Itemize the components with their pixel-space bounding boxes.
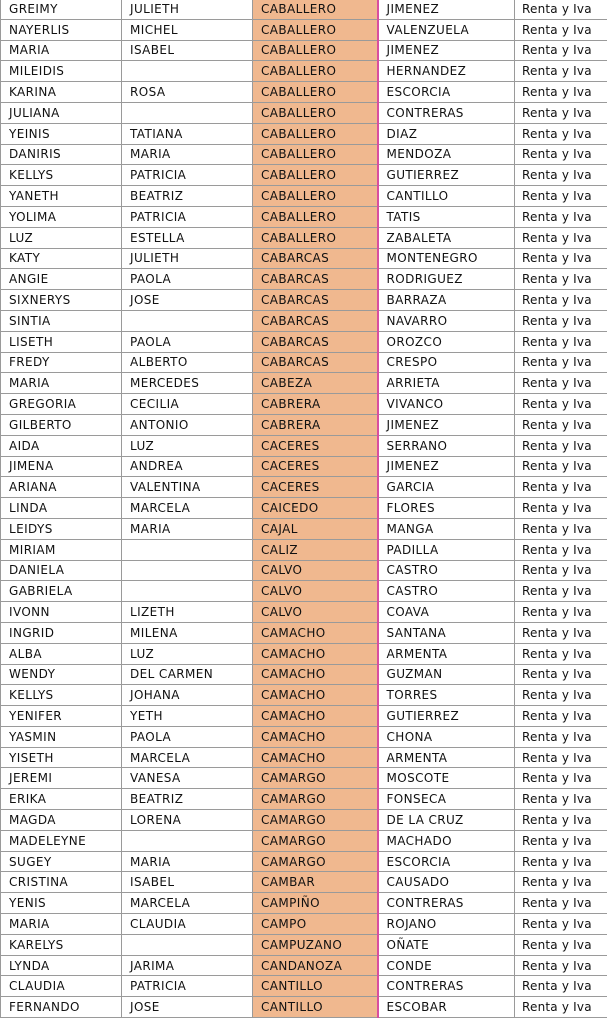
second-surname-cell: RODRIGUEZ: [378, 269, 515, 290]
first-surname-cell: CAMARGO: [253, 830, 378, 851]
second-name-cell: MICHEL: [122, 19, 253, 40]
table-row: [1, 186, 608, 207]
second-surname-cell: JIMENEZ: [378, 40, 515, 61]
category-cell: Renta y Iva: [515, 394, 608, 415]
second-surname-cell: MACHADO: [378, 830, 515, 851]
first-surname-cell: CAMACHO: [253, 664, 378, 685]
second-name-cell: [122, 830, 253, 851]
second-surname-cell: GUTIERREZ: [378, 706, 515, 727]
table-row: [1, 394, 608, 415]
second-name-cell: JULIETH: [122, 0, 253, 19]
second-surname-cell: ARRIETA: [378, 373, 515, 394]
category-cell: Renta y Iva: [515, 477, 608, 498]
table-row: [1, 456, 608, 477]
first-surname-cell: CAMACHO: [253, 747, 378, 768]
first-name-cell: YENIFER: [1, 706, 122, 727]
second-surname-cell: JIMENEZ: [378, 456, 515, 477]
first-name-cell: LEIDYS: [1, 518, 122, 539]
second-name-cell: ALBERTO: [122, 352, 253, 373]
table-row: [1, 227, 608, 248]
second-name-cell: [122, 539, 253, 560]
second-surname-cell: MOSCOTE: [378, 768, 515, 789]
category-cell: Renta y Iva: [515, 331, 608, 352]
table-row: [1, 893, 608, 914]
first-surname-cell: CABALLERO: [253, 165, 378, 186]
second-surname-cell: CONDE: [378, 955, 515, 976]
table-body: [1, 0, 608, 1018]
second-name-cell: [122, 310, 253, 331]
second-name-cell: [122, 102, 253, 123]
first-name-cell: CLAUDIA: [1, 976, 122, 997]
table-row: [1, 997, 608, 1018]
table-row: [1, 685, 608, 706]
first-name-cell: KATY: [1, 248, 122, 269]
first-surname-cell: CABALLERO: [253, 206, 378, 227]
category-cell: Renta y Iva: [515, 435, 608, 456]
table-row: [1, 248, 608, 269]
first-name-cell: DANIRIS: [1, 144, 122, 165]
first-surname-cell: CAJAL: [253, 518, 378, 539]
first-surname-cell: CAMARGO: [253, 768, 378, 789]
second-name-cell: JULIETH: [122, 248, 253, 269]
table-row: [1, 290, 608, 311]
first-surname-cell: CANDANOZA: [253, 955, 378, 976]
second-name-cell: VANESA: [122, 768, 253, 789]
table-row: [1, 602, 608, 623]
second-surname-cell: CASTRO: [378, 581, 515, 602]
first-name-cell: MILEIDIS: [1, 61, 122, 82]
first-surname-cell: CABALLERO: [253, 144, 378, 165]
table-row: [1, 435, 608, 456]
second-surname-cell: GUTIERREZ: [378, 165, 515, 186]
second-name-cell: PATRICIA: [122, 206, 253, 227]
table-row: [1, 768, 608, 789]
first-surname-cell: CABALLERO: [253, 227, 378, 248]
category-cell: Renta y Iva: [515, 498, 608, 519]
second-name-cell: MARIA: [122, 518, 253, 539]
first-name-cell: DANIELA: [1, 560, 122, 581]
second-name-cell: [122, 560, 253, 581]
first-surname-cell: CABALLERO: [253, 19, 378, 40]
second-surname-cell: NAVARRO: [378, 310, 515, 331]
category-cell: Renta y Iva: [515, 248, 608, 269]
first-name-cell: YANETH: [1, 186, 122, 207]
first-surname-cell: CACERES: [253, 435, 378, 456]
second-surname-cell: CANTILLO: [378, 186, 515, 207]
category-cell: Renta y Iva: [515, 373, 608, 394]
category-cell: Renta y Iva: [515, 144, 608, 165]
table-row: [1, 955, 608, 976]
first-surname-cell: CACERES: [253, 477, 378, 498]
table-row: [1, 144, 608, 165]
first-name-cell: MADELEYNE: [1, 830, 122, 851]
second-name-cell: JOSE: [122, 997, 253, 1018]
page-margin: [607, 0, 613, 1024]
second-surname-cell: VALENZUELA: [378, 19, 515, 40]
first-surname-cell: CABARCAS: [253, 310, 378, 331]
category-cell: Renta y Iva: [515, 82, 608, 103]
second-name-cell: TATIANA: [122, 123, 253, 144]
first-surname-cell: CABALLERO: [253, 82, 378, 103]
first-name-cell: IVONN: [1, 602, 122, 623]
second-name-cell: MILENA: [122, 622, 253, 643]
second-surname-cell: MANGA: [378, 518, 515, 539]
first-name-cell: JULIANA: [1, 102, 122, 123]
first-surname-cell: CABARCAS: [253, 352, 378, 373]
second-name-cell: JOSE: [122, 290, 253, 311]
first-surname-cell: CAMARGO: [253, 851, 378, 872]
second-surname-cell: ESCORCIA: [378, 82, 515, 103]
first-name-cell: LUZ: [1, 227, 122, 248]
category-cell: Renta y Iva: [515, 165, 608, 186]
first-name-cell: ARIANA: [1, 477, 122, 498]
first-name-cell: GREIMY: [1, 0, 122, 19]
second-surname-cell: MONTENEGRO: [378, 248, 515, 269]
first-name-cell: WENDY: [1, 664, 122, 685]
second-surname-cell: MENDOZA: [378, 144, 515, 165]
first-surname-cell: CABRERA: [253, 414, 378, 435]
first-surname-cell: CALVO: [253, 581, 378, 602]
category-cell: Renta y Iva: [515, 893, 608, 914]
first-name-cell: KELLYS: [1, 165, 122, 186]
first-surname-cell: CANTILLO: [253, 976, 378, 997]
first-surname-cell: CALVO: [253, 602, 378, 623]
first-name-cell: MIRIAM: [1, 539, 122, 560]
first-name-cell: YEINIS: [1, 123, 122, 144]
category-cell: Renta y Iva: [515, 539, 608, 560]
category-cell: Renta y Iva: [515, 934, 608, 955]
second-surname-cell: CASTRO: [378, 560, 515, 581]
second-surname-cell: CAUSADO: [378, 872, 515, 893]
category-cell: Renta y Iva: [515, 456, 608, 477]
first-surname-cell: CAMACHO: [253, 643, 378, 664]
table-row: [1, 0, 608, 19]
category-cell: Renta y Iva: [515, 269, 608, 290]
second-surname-cell: ZABALETA: [378, 227, 515, 248]
first-surname-cell: CAMPUZANO: [253, 934, 378, 955]
second-name-cell: MARIA: [122, 851, 253, 872]
table-row: [1, 414, 608, 435]
second-name-cell: ANDREA: [122, 456, 253, 477]
category-cell: Renta y Iva: [515, 186, 608, 207]
second-name-cell: PAOLA: [122, 269, 253, 290]
second-name-cell: CLAUDIA: [122, 914, 253, 935]
second-name-cell: [122, 934, 253, 955]
first-name-cell: LYNDA: [1, 955, 122, 976]
first-name-cell: YASMIN: [1, 726, 122, 747]
second-surname-cell: OROZCO: [378, 331, 515, 352]
table-row: [1, 851, 608, 872]
category-cell: Renta y Iva: [515, 40, 608, 61]
second-surname-cell: CONTRERAS: [378, 976, 515, 997]
first-name-cell: JEREMI: [1, 768, 122, 789]
first-surname-cell: CABARCAS: [253, 269, 378, 290]
second-surname-cell: OÑATE: [378, 934, 515, 955]
second-surname-cell: SANTANA: [378, 622, 515, 643]
table-row: [1, 19, 608, 40]
category-cell: Renta y Iva: [515, 643, 608, 664]
table-row: [1, 643, 608, 664]
table-row: [1, 706, 608, 727]
first-surname-cell: CABEZA: [253, 373, 378, 394]
table-row: [1, 789, 608, 810]
category-cell: Renta y Iva: [515, 310, 608, 331]
second-surname-cell: TATIS: [378, 206, 515, 227]
category-cell: Renta y Iva: [515, 685, 608, 706]
second-surname-cell: DE LA CRUZ: [378, 810, 515, 831]
table-row: [1, 40, 608, 61]
table-row: [1, 539, 608, 560]
category-cell: Renta y Iva: [515, 19, 608, 40]
second-surname-cell: CONTRERAS: [378, 102, 515, 123]
first-name-cell: ALBA: [1, 643, 122, 664]
table-row: [1, 331, 608, 352]
category-cell: Renta y Iva: [515, 290, 608, 311]
category-cell: Renta y Iva: [515, 560, 608, 581]
table-row: [1, 310, 608, 331]
second-surname-cell: ARMENTA: [378, 747, 515, 768]
category-cell: Renta y Iva: [515, 768, 608, 789]
second-name-cell: VALENTINA: [122, 477, 253, 498]
second-name-cell: PATRICIA: [122, 165, 253, 186]
first-name-cell: GREGORIA: [1, 394, 122, 415]
category-cell: Renta y Iva: [515, 810, 608, 831]
first-surname-cell: CAMACHO: [253, 726, 378, 747]
first-name-cell: LINDA: [1, 498, 122, 519]
table-row: [1, 373, 608, 394]
second-surname-cell: GUZMAN: [378, 664, 515, 685]
second-surname-cell: JIMENEZ: [378, 414, 515, 435]
second-name-cell: ANTONIO: [122, 414, 253, 435]
first-name-cell: INGRID: [1, 622, 122, 643]
first-name-cell: YENIS: [1, 893, 122, 914]
first-name-cell: MAGDA: [1, 810, 122, 831]
table-row: [1, 581, 608, 602]
category-cell: Renta y Iva: [515, 664, 608, 685]
first-surname-cell: CABARCAS: [253, 290, 378, 311]
category-cell: Renta y Iva: [515, 206, 608, 227]
first-surname-cell: CABARCAS: [253, 331, 378, 352]
first-surname-cell: CALVO: [253, 560, 378, 581]
first-name-cell: MARIA: [1, 40, 122, 61]
first-name-cell: KELLYS: [1, 685, 122, 706]
first-name-cell: MARIA: [1, 373, 122, 394]
table-row: [1, 498, 608, 519]
table-row: [1, 477, 608, 498]
second-name-cell: LIZETH: [122, 602, 253, 623]
first-surname-cell: CALIZ: [253, 539, 378, 560]
first-surname-cell: CABALLERO: [253, 186, 378, 207]
table-row: [1, 747, 608, 768]
second-surname-cell: FONSECA: [378, 789, 515, 810]
second-name-cell: MARIA: [122, 144, 253, 165]
second-surname-cell: PADILLA: [378, 539, 515, 560]
first-surname-cell: CAMACHO: [253, 685, 378, 706]
first-name-cell: GABRIELA: [1, 581, 122, 602]
first-name-cell: YISETH: [1, 747, 122, 768]
first-surname-cell: CABARCAS: [253, 248, 378, 269]
second-name-cell: JOHANA: [122, 685, 253, 706]
second-surname-cell: DIAZ: [378, 123, 515, 144]
first-name-cell: FERNANDO: [1, 997, 122, 1018]
first-name-cell: LISETH: [1, 331, 122, 352]
second-surname-cell: FLORES: [378, 498, 515, 519]
first-name-cell: AIDA: [1, 435, 122, 456]
second-surname-cell: HERNANDEZ: [378, 61, 515, 82]
category-cell: Renta y Iva: [515, 726, 608, 747]
second-name-cell: PAOLA: [122, 331, 253, 352]
second-name-cell: BEATRIZ: [122, 789, 253, 810]
first-name-cell: SIXNERYS: [1, 290, 122, 311]
second-name-cell: MERCEDES: [122, 373, 253, 394]
first-name-cell: JIMENA: [1, 456, 122, 477]
table-row: [1, 914, 608, 935]
second-name-cell: MARCELA: [122, 498, 253, 519]
table-row: [1, 82, 608, 103]
second-name-cell: ESTELLA: [122, 227, 253, 248]
category-cell: Renta y Iva: [515, 602, 608, 623]
first-surname-cell: CAICEDO: [253, 498, 378, 519]
first-surname-cell: CAMPO: [253, 914, 378, 935]
first-name-cell: KARELYS: [1, 934, 122, 955]
second-surname-cell: BARRAZA: [378, 290, 515, 311]
category-cell: Renta y Iva: [515, 123, 608, 144]
second-name-cell: JARIMA: [122, 955, 253, 976]
first-name-cell: SINTIA: [1, 310, 122, 331]
second-name-cell: PAOLA: [122, 726, 253, 747]
table-row: [1, 560, 608, 581]
first-surname-cell: CAMARGO: [253, 810, 378, 831]
category-cell: Renta y Iva: [515, 352, 608, 373]
category-cell: Renta y Iva: [515, 518, 608, 539]
category-cell: Renta y Iva: [515, 914, 608, 935]
second-name-cell: [122, 61, 253, 82]
second-surname-cell: CONTRERAS: [378, 893, 515, 914]
second-surname-cell: CRESPO: [378, 352, 515, 373]
first-name-cell: SUGEY: [1, 851, 122, 872]
category-cell: Renta y Iva: [515, 706, 608, 727]
second-surname-cell: ESCORCIA: [378, 851, 515, 872]
first-name-cell: MARIA: [1, 914, 122, 935]
second-name-cell: CECILIA: [122, 394, 253, 415]
table-row: [1, 102, 608, 123]
second-name-cell: BEATRIZ: [122, 186, 253, 207]
first-name-cell: CRISTINA: [1, 872, 122, 893]
category-cell: Renta y Iva: [515, 61, 608, 82]
category-cell: Renta y Iva: [515, 0, 608, 19]
second-name-cell: MARCELA: [122, 747, 253, 768]
first-surname-cell: CABALLERO: [253, 40, 378, 61]
second-surname-cell: SERRANO: [378, 435, 515, 456]
category-cell: Renta y Iva: [515, 227, 608, 248]
first-name-cell: FREDY: [1, 352, 122, 373]
table-row: [1, 726, 608, 747]
second-surname-cell: ROJANO: [378, 914, 515, 935]
table-row: [1, 934, 608, 955]
second-name-cell: DEL CARMEN: [122, 664, 253, 685]
first-surname-cell: CAMACHO: [253, 622, 378, 643]
second-name-cell: LORENA: [122, 810, 253, 831]
table-row: [1, 872, 608, 893]
category-cell: Renta y Iva: [515, 789, 608, 810]
second-name-cell: ISABEL: [122, 872, 253, 893]
second-surname-cell: JIMENEZ: [378, 0, 515, 19]
first-surname-cell: CAMBAR: [253, 872, 378, 893]
category-cell: Renta y Iva: [515, 830, 608, 851]
second-name-cell: LUZ: [122, 435, 253, 456]
second-name-cell: MARCELA: [122, 893, 253, 914]
table-row: [1, 269, 608, 290]
second-surname-cell: COAVA: [378, 602, 515, 623]
first-surname-cell: CABALLERO: [253, 123, 378, 144]
first-surname-cell: CABALLERO: [253, 102, 378, 123]
first-surname-cell: CANTILLO: [253, 997, 378, 1018]
table-row: [1, 810, 608, 831]
category-cell: Renta y Iva: [515, 997, 608, 1018]
second-surname-cell: ARMENTA: [378, 643, 515, 664]
first-name-cell: YOLIMA: [1, 206, 122, 227]
second-surname-cell: GARCIA: [378, 477, 515, 498]
second-name-cell: ISABEL: [122, 40, 253, 61]
table-row: [1, 206, 608, 227]
second-name-cell: LUZ: [122, 643, 253, 664]
first-surname-cell: CAMPIÑO: [253, 893, 378, 914]
second-name-cell: [122, 581, 253, 602]
first-surname-cell: CAMARGO: [253, 789, 378, 810]
category-cell: Renta y Iva: [515, 976, 608, 997]
category-cell: Renta y Iva: [515, 414, 608, 435]
table-row: [1, 830, 608, 851]
first-surname-cell: CABALLERO: [253, 0, 378, 19]
second-surname-cell: CHONA: [378, 726, 515, 747]
second-name-cell: ROSA: [122, 82, 253, 103]
category-cell: Renta y Iva: [515, 581, 608, 602]
table-row: [1, 622, 608, 643]
first-name-cell: ERIKA: [1, 789, 122, 810]
first-name-cell: ANGIE: [1, 269, 122, 290]
first-surname-cell: CABRERA: [253, 394, 378, 415]
table-row: [1, 518, 608, 539]
table-row: [1, 165, 608, 186]
second-name-cell: YETH: [122, 706, 253, 727]
first-name-cell: NAYERLIS: [1, 19, 122, 40]
table-row: [1, 976, 608, 997]
category-cell: Renta y Iva: [515, 955, 608, 976]
category-cell: Renta y Iva: [515, 102, 608, 123]
category-cell: Renta y Iva: [515, 872, 608, 893]
table-row: [1, 352, 608, 373]
table-row: [1, 123, 608, 144]
table-row: [1, 664, 608, 685]
second-surname-cell: TORRES: [378, 685, 515, 706]
first-name-cell: GILBERTO: [1, 414, 122, 435]
second-surname-cell: ESCOBAR: [378, 997, 515, 1018]
category-cell: Renta y Iva: [515, 747, 608, 768]
second-surname-cell: VIVANCO: [378, 394, 515, 415]
category-cell: Renta y Iva: [515, 851, 608, 872]
first-name-cell: KARINA: [1, 82, 122, 103]
table-row: [1, 61, 608, 82]
first-surname-cell: CACERES: [253, 456, 378, 477]
second-name-cell: PATRICIA: [122, 976, 253, 997]
first-surname-cell: CABALLERO: [253, 61, 378, 82]
category-cell: Renta y Iva: [515, 622, 608, 643]
first-surname-cell: CAMACHO: [253, 706, 378, 727]
